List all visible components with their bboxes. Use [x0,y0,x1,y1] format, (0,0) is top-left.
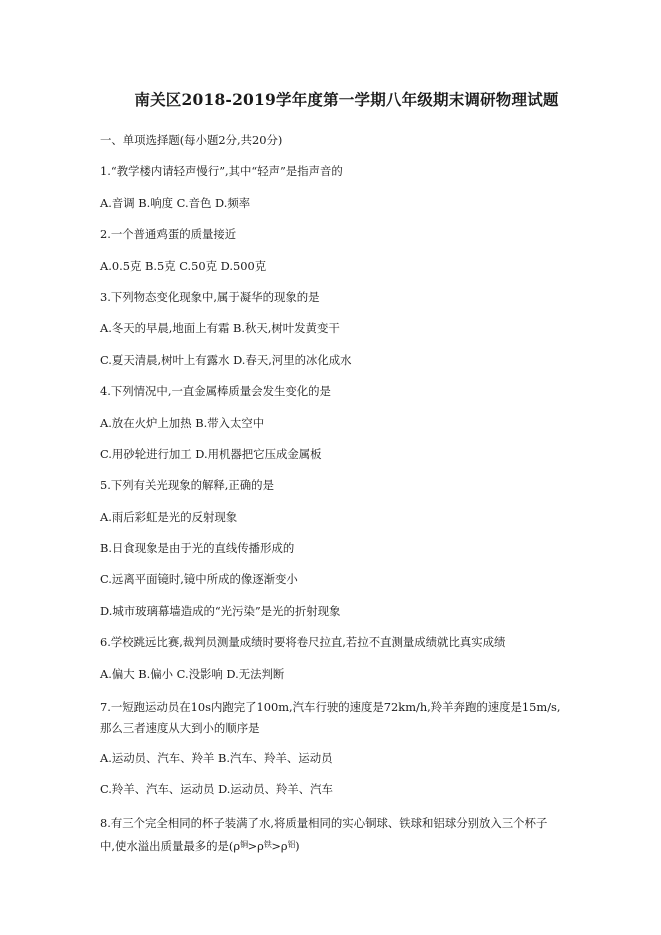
question-4-options-ab: A.放在火炉上加热 B.带入太空中 [100,415,265,430]
question-4-stem: 4.下列情况中,一直金属棒质量会发生变化的是 [100,384,331,399]
question-1-stem: 1.“教学楼内请轻声慢行”,其中“轻声”是指声音的 [100,164,343,179]
question-8-text: 中,使水溢出质量最多的是(ρ [100,838,241,853]
question-1-options: A.音调 B.响度 C.音色 D.频率 [100,195,251,210]
density-subscript-aluminum: 铝 [287,839,296,849]
question-7-stem [100,697,570,739]
question-3-stem: 3.下列物态变化现象中,属于凝华的现象的是 [100,289,320,304]
comparison-1: >ρ [247,838,264,853]
question-8-stem [100,813,570,857]
question-8-stem-line-2 [100,834,570,857]
question-5-option-a: A.雨后彩虹是光的反射现象 [100,509,238,524]
question-6-stem: 6.学校跳远比赛,裁判员测量成绩时要将卷尺拉直,若拉不直测量成绩就比真实成绩 [100,635,506,650]
density-subscript-iron: 铁 [263,839,272,849]
question-8-stem-line-1: 8.有三个完全相同的杯子装满了水,将质量相同的实心铜球、铁球和铝球分别放入三个杯子 [100,815,548,830]
question-2-stem: 2.一个普通鸡蛋的质量接近 [100,227,237,242]
question-7-options-cd: C.羚羊、汽车、运动员 D.运动员、羚羊、汽车 [100,782,333,797]
question-5-option-c: C.远离平面镜时,镜中所成的像逐渐变小 [100,572,298,587]
question-7-stem-line-2: 那么三者速度从大到小的顺序是 [100,721,260,736]
question-3-options-ab: A.冬天的早晨,地面上有霜 B.秋天,树叶发黄变干 [100,321,340,336]
closing-paren: ) [295,838,300,853]
comparison-2: >ρ [271,838,288,853]
question-5-stem: 5.下列有关光现象的解释,正确的是 [100,478,274,493]
question-7-stem-line-1: 7.一短跑运动员在10s内跑完了100m,汽车行驶的速度是72km/h,羚羊奔跑的速度是15m/s, [100,700,561,715]
question-5-option-b: B.日食现象是由于光的直线传播形成的 [100,541,295,556]
question-2-options: A.0.5克 B.5克 C.50克 D.500克 [100,258,267,273]
section-heading: 一、单项选择题(每小题2分,共20分) [100,133,283,147]
density-subscript-copper: 铜 [240,839,248,849]
question-3-options-cd: C.夏天清晨,树叶上有露水 D.春天,河里的冰化成水 [100,352,352,367]
question-5-option-d: D.城市玻璃幕墙造成的“光污染”是光的折射现象 [100,603,341,618]
question-7-options-ab: A.运动员、汽车、羚羊 B.汽车、羚羊、运动员 [100,751,333,766]
page-title: 南关区2018-2019学年度第一学期八年级期末调研物理试题 [134,90,559,109]
question-6-options: A.偏大 B.偏小 C.没影响 D.无法判断 [100,666,285,681]
question-4-options-cd: C.用砂轮进行加工 D.用机器把它压成金属板 [100,446,322,461]
